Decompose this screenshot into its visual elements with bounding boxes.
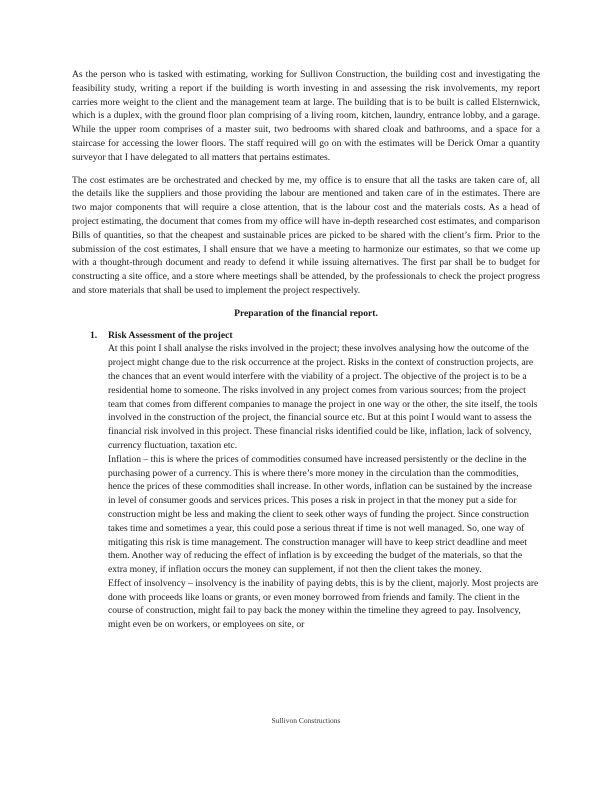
insolvency-paragraph: Effect of insolvency – insolvency is the inability of paying debts, this is by the client, majorly. Most projects are done with proceeds like loans or grants, or even money borrowed from friends and family. The client in the course of construction, might fail to pay back the money within the timeline they agreed to pay. Insolvency, might even be on workers, or employees on site, or	[108, 577, 539, 631]
intro-paragraph-2: The cost estimates are be orchestrated and checked by me, my office is to ensure that all the tasks are taken care of, all the details like the suppliers and those providing the labour are mentioned and taken care of in the estimates. There are two major components that will require a close attention, that is the labour cost and the materials costs. As a head of project estimating, the document that comes from my office will have in-depth researched cost estimates, and comparison Bills of quantities, so that the cheapest and sustainable prices are picked to be shared with the client’s firm. Prior to the submission of the cost estimates, I shall ensure that we have a meeting to harmonize our estimates, so that we come up with a thought-through document and ready to defend it while issuing alternatives. The first par shall be to budget for constructing a site office, and a store where meetings shall be attended, by the professionals to check the project progress and store materials that shall be used to implement the project respectively.	[72, 174, 540, 296]
document-body	[72, 68, 540, 632]
list-item-title: Risk Assessment of the project	[108, 329, 233, 341]
list-item	[90, 329, 540, 633]
list-item-number: 1.	[90, 329, 98, 341]
page-footer: Sullivon Constructions	[271, 716, 341, 725]
intro-paragraph-1: As the person who is tasked with estimating, working for Sullivon Construction, the building cost and investigating the feasibility study, writing a report if the building is worth investing in and assessing the risk involvements, my report carries more weight to the client and the management team at large. The building that is to be built is called Elsternwick, which is a duplex, with the ground floor plan comprising of a living room, kitchen, laundry, entrance lobby, and a garage. While the upper room comprises of a master suit, two bedrooms with shared cloak and bathrooms, and a space for a staircase for accessing the lower floors. The staff required will go on with the estimates will be Derick Omar a quantity surveyor that I have delegated to all matters that pertains estimates.	[72, 69, 540, 163]
inflation-paragraph: Inflation – this is where the prices of commodities consumed have increased persistently or the decline in the purchasing power of a currency. This is where there’s more money in the circulation than the commodities, hence the prices of these commodities shall increase. In other words, inflation can be sustained by the increase in level of consumer goods and services prices. This poses a risk in project in that the money put a side for construction might be less and making the client to seek other ways of funding the project. Since construction takes time and sometimes a year, this could pose a serious threat if time is not well managed. So, one way of mitigating this risk is time management. The construction manager will have to keep strict deadline and meet them. Another way of reducing the effect of inflation is by exceeding the budget of the materials, so that the extra money, if inflation occurs the money can supplement, if not then the client takes the money.	[108, 453, 532, 576]
section-heading: Preparation of the financial report.	[234, 307, 378, 319]
risk-intro-paragraph: At this point I shall analyse the risks involved in the project; these involves analysing how the outcome of the project might change due to the risk occurrence at the project. Risks in the context of construction projects, are the chances that an event would interfere with the viability of a project. The objective of the project is to be a residential home to someone. The risks involved in any project comes from various sources; from the project team that comes from different companies to manage the project in one way or the other, the site itself, the tools involved in the construction of the project, the financial source etc. But at this point I would want to assess the financial risk involved in this project. These financial risks identified could be like, inflation, lack of solvency, currency fluctuation, taxation etc.	[108, 343, 538, 451]
numbered-list	[72, 329, 540, 633]
